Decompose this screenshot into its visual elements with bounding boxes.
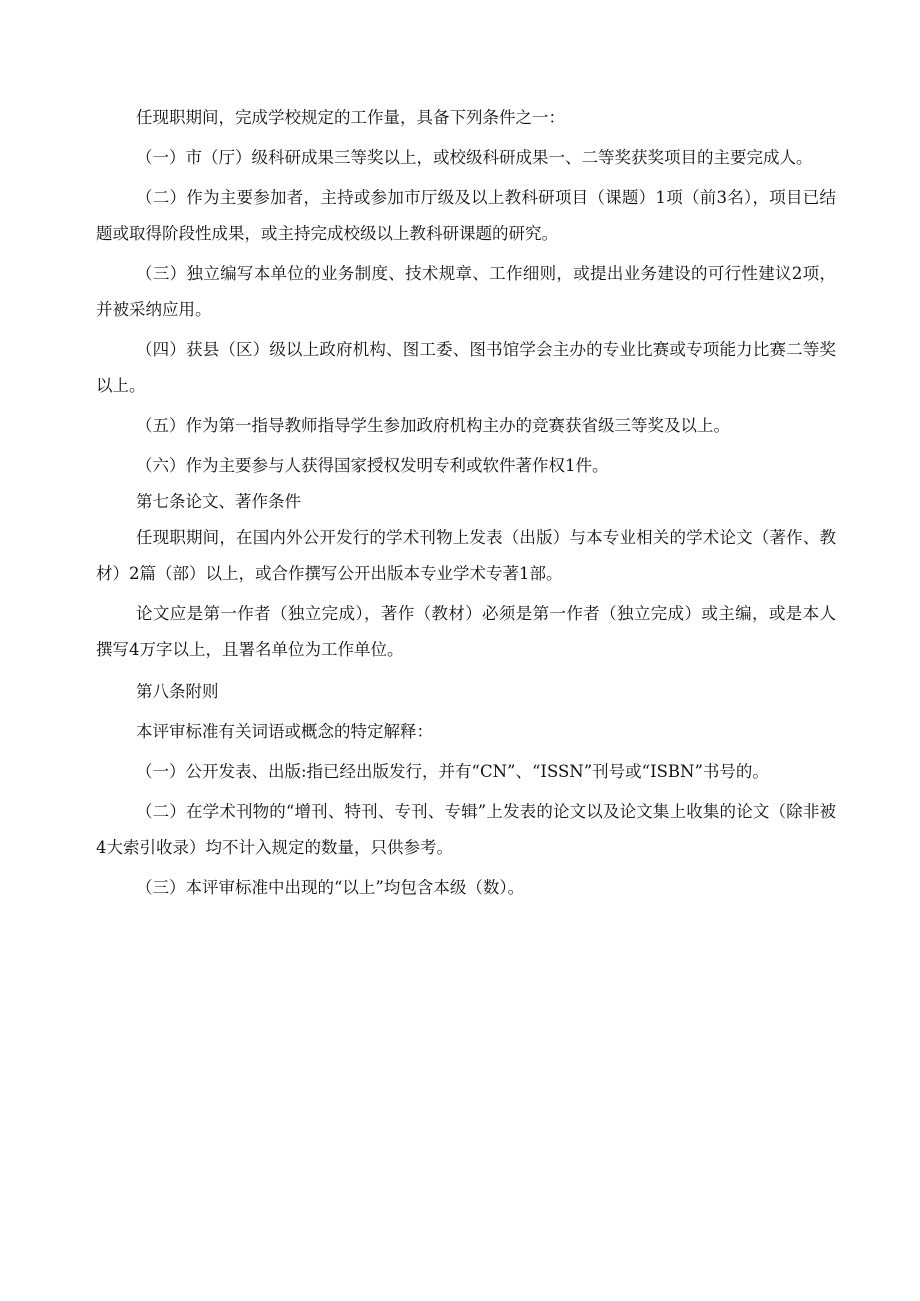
paragraph-definition-3: （三）本评审标准中出现的“以上”均包含本级（数）。 [136,878,525,897]
paragraph-condition-6: （六）作为主要参与人获得国家授权发明专利或软件著作权1件。 [136,456,609,475]
paragraph-condition-3: （三）独立编写本单位的业务制度、技术规章、工作细则，或提出业务建设的可行性建议2项，并被采纳应用。 [96,264,836,319]
section-heading-article-8: 第八条附则 [136,682,219,701]
section-heading-article-7: 第七条论文、著作条件 [136,492,301,511]
paragraph-definition-1: （一）公开发表、出版:指已经出版发行，并有“CN”、“ISSN”刊号或“ISBN”书号的。 [136,762,769,781]
paragraph-definitions-intro: 本评审标准有关词语或概念的特定解释： [136,722,433,741]
paragraph-condition-2: （二）作为主要参加者，主持或参加市厅级及以上教科研项目（课题）1项（前3名），项目已结题或取得阶段性成果，或主持完成校级以上教科研课题的研究。 [96,188,836,243]
document-body [96,100,836,910]
paragraph-condition-4: （四）获县（区）级以上政府机构、图工委、图书馆学会主办的专业比赛或专项能力比赛二等奖以上。 [96,340,836,395]
paragraph-workload-conditions: 任现职期间，完成学校规定的工作量，具备下列条件之一： [136,108,565,127]
paragraph-definition-2: （二）在学术刊物的“增刊、特刊、专刊、专辑”上发表的论文以及论文集上收集的论文（除非被4大索引收录）均不计入规定的数量，只供参考。 [96,802,836,857]
paragraph-publication-requirement: 任现职期间，在国内外公开发行的学术刊物上发表（出版）与本专业相关的学术论文（著作、教材）2篇（部）以上，或合作撰写公开出版本专业学术专著1部。 [96,528,836,583]
paragraph-condition-5: （五）作为第一指导教师指导学生参加政府机构主办的竞赛获省级三等奖及以上。 [136,416,730,435]
paragraph-condition-1: （一）市（厅）级科研成果三等奖以上，或校级科研成果一、二等奖获奖项目的主要完成人。 [136,148,813,167]
paragraph-authorship-requirement: 论文应是第一作者（独立完成），著作（教材）必须是第一作者（独立完成）或主编，或是本人撰写4万字以上，且署名单位为工作单位。 [96,604,836,659]
